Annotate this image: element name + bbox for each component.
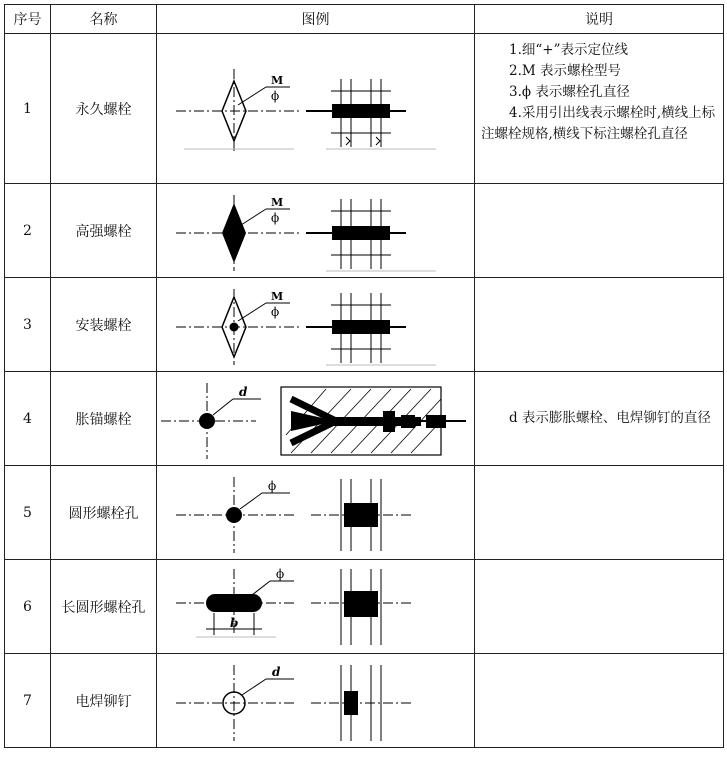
row-figure: [157, 34, 475, 184]
welded-rivet-symbol: [166, 657, 466, 745]
table-row: [5, 372, 724, 466]
row-index: 7: [5, 654, 51, 748]
expansion-anchor-bolt-symbol: [161, 375, 471, 463]
row-note: d 表示膨胀螺栓、电焊铆钉的直径: [475, 372, 724, 466]
table-row: [5, 466, 724, 560]
table-row: [5, 278, 724, 372]
header-index: 序号: [5, 5, 51, 34]
diameter-label: ϕ: [267, 478, 276, 493]
row-note: [475, 278, 724, 372]
installation-bolt-symbol: [166, 281, 466, 369]
permanent-bolt-symbol: [166, 39, 466, 179]
bolt-symbol-table: [4, 4, 724, 748]
table-row: [5, 34, 724, 184]
row-note: [475, 654, 724, 748]
diameter-label: ϕ: [270, 304, 279, 319]
model-label: M: [270, 73, 283, 87]
dimension-label: b: [229, 615, 238, 630]
row-index: 5: [5, 466, 51, 560]
row-index: 4: [5, 372, 51, 466]
model-label: M: [270, 195, 283, 209]
row-figure: [157, 466, 475, 560]
row-figure: [157, 654, 475, 748]
header-figure: 图例: [157, 5, 475, 34]
table-row: [5, 560, 724, 654]
header-row: [5, 5, 724, 34]
row-name: 电焊铆钉: [51, 654, 157, 748]
row-index: 6: [5, 560, 51, 654]
round-bolt-hole-symbol: [166, 469, 466, 557]
row-note: 1.细“+”表示定位线 2.M 表示螺栓型号 3.ϕ 表示螺栓孔直径 4.采用引出线表示螺栓时,横线上标注螺栓规格,横线下标注螺栓孔直径: [475, 34, 724, 184]
header-note: 说明: [475, 5, 724, 34]
table-row: [5, 654, 724, 748]
row-figure: [157, 278, 475, 372]
row-figure: [157, 560, 475, 654]
model-label: M: [270, 289, 283, 303]
row-note: [475, 466, 724, 560]
row-name: 圆形螺栓孔: [51, 466, 157, 560]
row-index: 2: [5, 184, 51, 278]
row-name: 永久螺栓: [51, 34, 157, 184]
high-strength-bolt-symbol: [166, 187, 466, 275]
diameter-label: ϕ: [270, 88, 279, 103]
row-index: 1: [5, 34, 51, 184]
table-row: [5, 184, 724, 278]
header-name: 名称: [51, 5, 157, 34]
diameter-label: d: [271, 664, 280, 679]
row-note: [475, 560, 724, 654]
row-figure: [157, 372, 475, 466]
slotted-bolt-hole-symbol: [166, 563, 466, 651]
row-index: 3: [5, 278, 51, 372]
row-note: [475, 184, 724, 278]
row-name: 长圆形螺栓孔: [51, 560, 157, 654]
diameter-label: ϕ: [275, 566, 284, 581]
row-name: 胀锚螺栓: [51, 372, 157, 466]
row-figure: [157, 184, 475, 278]
diameter-label: ϕ: [270, 210, 279, 225]
diameter-label: d: [238, 384, 247, 399]
row-name: 安装螺栓: [51, 278, 157, 372]
row-name: 高强螺栓: [51, 184, 157, 278]
